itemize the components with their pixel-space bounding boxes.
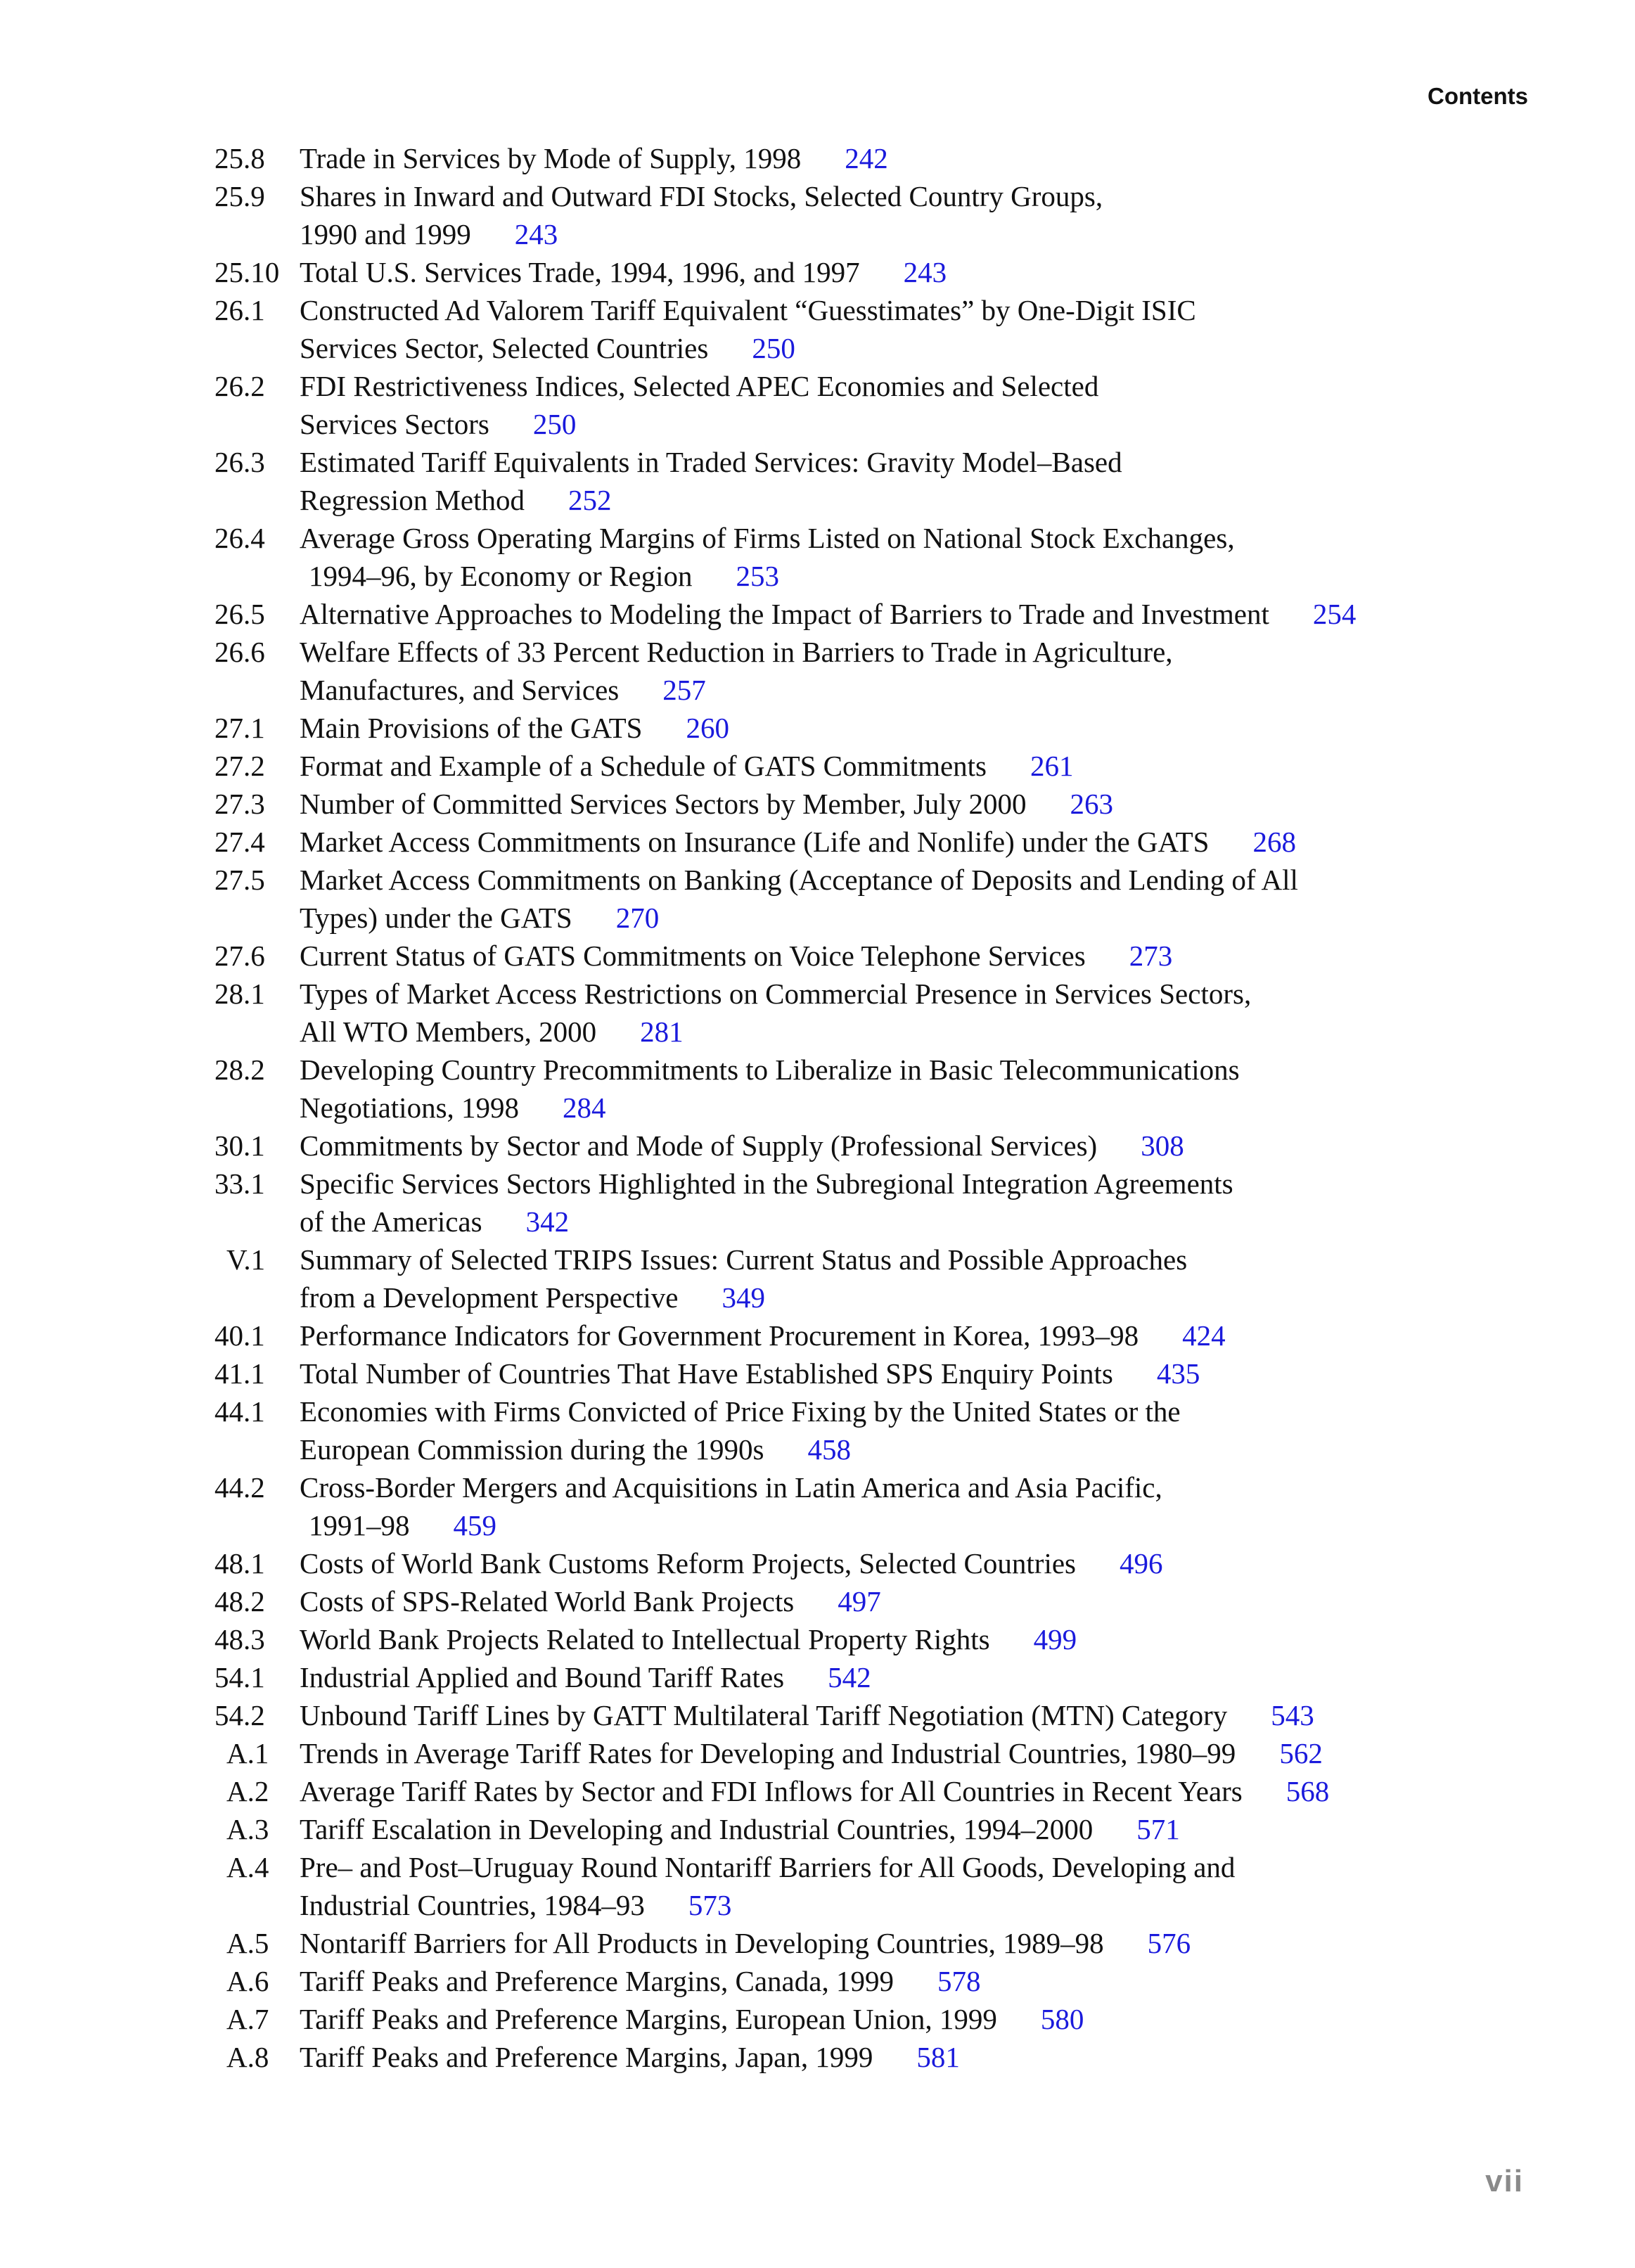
toc-entry[interactable] bbox=[0, 1962, 1635, 2000]
toc-entry[interactable] bbox=[0, 1772, 1635, 1810]
title-line-text: Costs of World Bank Customs Reform Projects, Selected Countries bbox=[300, 1547, 1076, 1580]
title-line bbox=[300, 1544, 1635, 1582]
table-number: 54.1 bbox=[214, 1661, 265, 1693]
table-number: 25.8 bbox=[214, 142, 265, 174]
title-line bbox=[300, 1013, 1635, 1051]
title-line bbox=[300, 1203, 1635, 1241]
table-title bbox=[300, 1848, 1635, 1924]
table-number: 48.2 bbox=[214, 1585, 265, 1617]
toc-entry[interactable] bbox=[0, 1316, 1635, 1354]
page-link[interactable]: 284 bbox=[563, 1091, 606, 1124]
page-link[interactable]: 424 bbox=[1182, 1319, 1226, 1352]
title-line bbox=[300, 671, 1635, 709]
table-number: 28.1 bbox=[214, 978, 265, 1010]
page-link[interactable]: 543 bbox=[1271, 1699, 1314, 1731]
table-title bbox=[300, 1544, 1635, 1582]
title-line-text: Market Access Commitments on Banking (Acceptance of Deposits and Lending of All bbox=[300, 864, 1298, 896]
table-number: 27.4 bbox=[214, 826, 265, 858]
title-line bbox=[300, 1886, 1635, 1924]
title-line bbox=[300, 1392, 1635, 1430]
table-number: 26.3 bbox=[214, 446, 265, 478]
title-line-text: Shares in Inward and Outward FDI Stocks, Selected Country Groups, bbox=[300, 180, 1103, 212]
toc-entry[interactable] bbox=[0, 1658, 1635, 1696]
table-title bbox=[300, 2038, 1635, 2076]
toc-entry[interactable] bbox=[0, 2000, 1635, 2038]
table-number: 27.2 bbox=[214, 750, 265, 782]
title-line-text: Summary of Selected TRIPS Issues: Current Status and Possible Approaches bbox=[300, 1243, 1188, 1276]
title-line-text: Total U.S. Services Trade, 1994, 1996, and 1997 bbox=[300, 256, 860, 288]
toc-entry[interactable] bbox=[0, 823, 1635, 861]
toc-entry[interactable] bbox=[0, 2038, 1635, 2076]
table-title bbox=[300, 1696, 1635, 1734]
page-link[interactable]: 243 bbox=[903, 256, 947, 288]
title-line-text: Industrial Applied and Bound Tariff Rates bbox=[300, 1661, 785, 1693]
page-link[interactable]: 257 bbox=[662, 674, 706, 706]
title-line-text: Number of Committed Services Sectors by Member, July 2000 bbox=[300, 788, 1027, 820]
title-line-text: Nontariff Barriers for All Products in Developing Countries, 1989–98 bbox=[300, 1927, 1104, 1959]
title-line bbox=[300, 1316, 1635, 1354]
title-line bbox=[300, 291, 1635, 329]
toc-entry[interactable] bbox=[0, 291, 1635, 367]
title-line bbox=[300, 1241, 1635, 1279]
title-line-text: Industrial Countries, 1984–93 bbox=[300, 1889, 645, 1921]
title-line-text: Manufactures, and Services bbox=[300, 674, 620, 706]
toc-entry[interactable] bbox=[0, 709, 1635, 747]
title-line bbox=[300, 1430, 1635, 1468]
table-number: A.6 bbox=[226, 1965, 269, 1997]
title-line-text: Total Number of Countries That Have Established SPS Enquiry Points bbox=[300, 1357, 1113, 1390]
title-line-text: World Bank Projects Related to Intellectual Property Rights bbox=[300, 1623, 990, 1655]
title-line bbox=[300, 177, 1635, 215]
title-line-text: European Commission during the 1990s bbox=[300, 1433, 764, 1466]
title-line-text: Current Status of GATS Commitments on Voice Telephone Services bbox=[300, 940, 1086, 972]
title-line bbox=[300, 443, 1635, 481]
table-title bbox=[300, 861, 1635, 937]
toc-entry[interactable] bbox=[0, 1924, 1635, 1962]
page-link[interactable]: 260 bbox=[686, 712, 729, 744]
title-line bbox=[300, 1848, 1635, 1886]
toc-entry[interactable] bbox=[0, 1468, 1635, 1544]
page-link[interactable]: 542 bbox=[828, 1661, 871, 1693]
title-line bbox=[300, 1696, 1635, 1734]
title-line-text: Performance Indicators for Government Procurement in Korea, 1993–98 bbox=[300, 1319, 1139, 1352]
toc-entry[interactable] bbox=[0, 1165, 1635, 1241]
table-number: 26.4 bbox=[214, 522, 265, 554]
table-title bbox=[300, 633, 1635, 709]
title-line bbox=[300, 329, 1635, 367]
title-line-text: Negotiations, 1998 bbox=[300, 1091, 520, 1124]
table-title bbox=[300, 519, 1635, 595]
table-number: A.7 bbox=[226, 2003, 269, 2035]
table-title bbox=[300, 1810, 1635, 1848]
toc-entry[interactable] bbox=[0, 937, 1635, 975]
title-line bbox=[300, 481, 1635, 519]
page-link[interactable]: 253 bbox=[736, 560, 779, 592]
page-link[interactable]: 270 bbox=[615, 902, 660, 934]
table-title bbox=[300, 2000, 1635, 2038]
title-line bbox=[300, 1658, 1635, 1696]
title-line bbox=[300, 1279, 1635, 1316]
table-number: 26.6 bbox=[214, 636, 265, 668]
table-list-of-contents bbox=[0, 139, 1635, 2076]
table-number: 48.3 bbox=[214, 1623, 265, 1655]
page-link[interactable]: 497 bbox=[838, 1585, 881, 1617]
title-line-text: Developing Country Precommitments to Liberalize in Basic Telecommunications bbox=[300, 1053, 1240, 1086]
table-number: 48.1 bbox=[214, 1547, 265, 1580]
page-link[interactable]: 576 bbox=[1147, 1927, 1191, 1959]
page-link[interactable]: 250 bbox=[752, 332, 795, 364]
title-line-text: Services Sectors bbox=[300, 408, 489, 440]
title-line-text: Alternative Approaches to Modeling the Impact of Barriers to Trade and Investment bbox=[300, 598, 1269, 630]
table-title bbox=[300, 937, 1635, 975]
title-line-text: Types of Market Access Restrictions on Commercial Presence in Services Sectors, bbox=[300, 978, 1252, 1010]
table-title bbox=[300, 1316, 1635, 1354]
title-line bbox=[300, 1924, 1635, 1962]
title-line bbox=[300, 937, 1635, 975]
table-number: 25.10 bbox=[214, 256, 280, 288]
table-title bbox=[300, 1924, 1635, 1962]
table-title bbox=[300, 595, 1635, 633]
title-line bbox=[300, 1468, 1635, 1506]
title-line bbox=[300, 1165, 1635, 1203]
page-link[interactable]: 252 bbox=[568, 484, 612, 516]
page-link[interactable]: 263 bbox=[1070, 788, 1113, 820]
table-number: V.1 bbox=[226, 1243, 266, 1276]
table-number: 33.1 bbox=[214, 1167, 265, 1200]
toc-entry[interactable] bbox=[0, 1848, 1635, 1924]
table-number: 26.5 bbox=[214, 598, 265, 630]
title-line-text: from a Development Perspective bbox=[300, 1281, 679, 1314]
title-line bbox=[300, 2038, 1635, 2076]
title-line bbox=[300, 709, 1635, 747]
title-line-text: Cross-Border Mergers and Acquisitions in Latin America and Asia Pacific, bbox=[300, 1471, 1162, 1504]
toc-entry[interactable] bbox=[0, 1734, 1635, 1772]
title-line-text: Market Access Commitments on Insurance (Life and Nonlife) under the GATS bbox=[300, 826, 1210, 858]
title-line-text: Specific Services Sectors Highlighted in the Subregional Integration Agreements bbox=[300, 1167, 1233, 1200]
table-title bbox=[300, 291, 1635, 367]
title-line bbox=[300, 1051, 1635, 1089]
table-title bbox=[300, 1962, 1635, 2000]
toc-entry[interactable] bbox=[0, 1696, 1635, 1734]
table-title bbox=[300, 747, 1635, 785]
title-line bbox=[300, 253, 1635, 291]
page-link[interactable]: 568 bbox=[1285, 1775, 1330, 1807]
table-number: 26.2 bbox=[214, 370, 265, 402]
toc-entry[interactable] bbox=[0, 1241, 1635, 1316]
title-line-text: Average Tariff Rates by Sector and FDI Inflows for All Countries in Recent Years bbox=[300, 1775, 1243, 1807]
table-title bbox=[300, 177, 1635, 253]
page-link[interactable]: 458 bbox=[807, 1433, 852, 1466]
toc-entry[interactable] bbox=[0, 975, 1635, 1051]
page-link[interactable]: 435 bbox=[1156, 1357, 1200, 1390]
toc-entry[interactable] bbox=[0, 595, 1635, 633]
title-line-text: 1994–96, by Economy or Region bbox=[309, 560, 693, 592]
title-line bbox=[300, 1962, 1635, 2000]
title-line-text: Regression Method bbox=[300, 484, 525, 516]
title-line bbox=[300, 1089, 1635, 1127]
title-line bbox=[300, 633, 1635, 671]
table-title bbox=[300, 1772, 1635, 1810]
title-line-text: Costs of SPS-Related World Bank Projects bbox=[300, 1585, 795, 1617]
table-title bbox=[300, 1658, 1635, 1696]
title-line bbox=[300, 785, 1635, 823]
title-line-text: Welfare Effects of 33 Percent Reduction in Barriers to Trade in Agriculture, bbox=[300, 636, 1173, 668]
toc-entry[interactable] bbox=[0, 1354, 1635, 1392]
table-title bbox=[300, 139, 1635, 177]
table-title bbox=[300, 1165, 1635, 1241]
title-line bbox=[300, 1354, 1635, 1392]
table-title bbox=[300, 1051, 1635, 1127]
title-line-text: of the Americas bbox=[300, 1205, 482, 1238]
toc-entry[interactable] bbox=[0, 1051, 1635, 1127]
table-number: 26.1 bbox=[214, 294, 265, 326]
page-link[interactable]: 254 bbox=[1312, 598, 1357, 630]
title-line bbox=[300, 1127, 1635, 1165]
title-line bbox=[300, 139, 1635, 177]
toc-entry[interactable] bbox=[0, 177, 1635, 253]
table-title bbox=[300, 785, 1635, 823]
table-title bbox=[300, 367, 1635, 443]
toc-entry[interactable] bbox=[0, 1392, 1635, 1468]
title-line-text: Tariff Escalation in Developing and Industrial Countries, 1994–2000 bbox=[300, 1813, 1094, 1845]
table-number: 44.1 bbox=[214, 1395, 265, 1428]
page-link[interactable]: 261 bbox=[1030, 750, 1074, 782]
table-number: 27.6 bbox=[214, 940, 265, 972]
table-number: 30.1 bbox=[214, 1129, 265, 1162]
toc-entry[interactable] bbox=[0, 861, 1635, 937]
title-line-text: Constructed Ad Valorem Tariff Equivalent “Guesstimates” by One-Digit ISIC bbox=[300, 294, 1196, 326]
title-line bbox=[300, 367, 1635, 405]
title-line bbox=[300, 1582, 1635, 1620]
title-line bbox=[300, 215, 1635, 253]
toc-entry[interactable] bbox=[0, 1127, 1635, 1165]
toc-entry[interactable] bbox=[0, 519, 1635, 595]
toc-entry[interactable] bbox=[0, 633, 1635, 709]
table-title bbox=[300, 1392, 1635, 1468]
page-link[interactable]: 308 bbox=[1141, 1129, 1184, 1162]
table-number: A.1 bbox=[226, 1737, 269, 1769]
title-line-text: Commitments by Sector and Mode of Supply (Professional Services) bbox=[300, 1129, 1098, 1162]
title-line bbox=[300, 405, 1635, 443]
title-line-text: Format and Example of a Schedule of GATS Commitments bbox=[300, 750, 987, 782]
table-number: A.5 bbox=[226, 1927, 269, 1959]
title-line bbox=[300, 519, 1635, 557]
table-title bbox=[300, 253, 1635, 291]
title-line-text: Pre– and Post–Uruguay Round Nontariff Barriers for All Goods, Developing and bbox=[300, 1851, 1236, 1883]
toc-entry[interactable] bbox=[0, 747, 1635, 785]
table-title bbox=[300, 1582, 1635, 1620]
table-number: A.8 bbox=[226, 2041, 269, 2073]
title-line-text: Tariff Peaks and Preference Margins, Japan, 1999 bbox=[300, 2041, 873, 2073]
page-link[interactable]: 273 bbox=[1129, 940, 1173, 972]
table-title bbox=[300, 1468, 1635, 1544]
title-line bbox=[300, 861, 1635, 899]
table-number: 25.9 bbox=[214, 180, 265, 212]
table-number: 44.2 bbox=[214, 1471, 265, 1504]
table-number: 54.2 bbox=[214, 1699, 265, 1731]
table-title bbox=[300, 1127, 1635, 1165]
page-link[interactable]: 578 bbox=[937, 1965, 981, 1997]
table-title bbox=[300, 975, 1635, 1051]
toc-entry[interactable] bbox=[0, 1810, 1635, 1848]
page-link[interactable]: 459 bbox=[453, 1509, 496, 1542]
page-link[interactable]: 268 bbox=[1252, 826, 1296, 858]
title-line bbox=[300, 595, 1635, 633]
toc-entry[interactable] bbox=[0, 139, 1635, 177]
page-link[interactable]: 499 bbox=[1033, 1623, 1077, 1655]
table-number: 27.3 bbox=[214, 788, 265, 820]
title-line bbox=[300, 899, 1635, 937]
title-line-text: Average Gross Operating Margins of Firms Listed on National Stock Exchanges, bbox=[300, 522, 1235, 554]
page-link[interactable]: 242 bbox=[845, 142, 888, 174]
title-line bbox=[300, 747, 1635, 785]
title-line bbox=[300, 1620, 1635, 1658]
page-link[interactable]: 573 bbox=[688, 1889, 732, 1921]
table-number: 28.2 bbox=[214, 1053, 265, 1086]
table-number: 41.1 bbox=[214, 1357, 265, 1390]
title-line bbox=[300, 1772, 1635, 1810]
page-link[interactable]: 243 bbox=[514, 218, 558, 250]
title-line-text: All WTO Members, 2000 bbox=[300, 1016, 597, 1048]
title-line bbox=[300, 557, 1635, 595]
title-line-text: Estimated Tariff Equivalents in Traded Services: Gravity Model–Based bbox=[300, 446, 1122, 478]
table-title bbox=[300, 1354, 1635, 1392]
toc-entry[interactable] bbox=[0, 443, 1635, 519]
toc-entry[interactable] bbox=[0, 1582, 1635, 1620]
table-number: 27.5 bbox=[214, 864, 265, 896]
toc-entry[interactable] bbox=[0, 1620, 1635, 1658]
page-link[interactable]: 342 bbox=[525, 1205, 570, 1238]
title-line-text: Services Sector, Selected Countries bbox=[300, 332, 709, 364]
page-link[interactable]: 571 bbox=[1136, 1813, 1180, 1845]
toc-entry[interactable] bbox=[0, 367, 1635, 443]
page-link[interactable]: 496 bbox=[1120, 1547, 1163, 1580]
table-number: 40.1 bbox=[214, 1319, 265, 1352]
title-line bbox=[300, 1734, 1635, 1772]
toc-entry[interactable] bbox=[0, 253, 1635, 291]
table-title bbox=[300, 823, 1635, 861]
title-line-text: Tariff Peaks and Preference Margins, Canada, 1999 bbox=[300, 1965, 894, 1997]
table-title bbox=[300, 443, 1635, 519]
table-number: A.3 bbox=[226, 1813, 269, 1845]
title-line bbox=[300, 975, 1635, 1013]
table-title bbox=[300, 709, 1635, 747]
table-number: A.4 bbox=[226, 1851, 269, 1883]
title-line-text: 1991–98 bbox=[309, 1509, 410, 1542]
page-number-folio: vii bbox=[1485, 2164, 1524, 2198]
page-link[interactable]: 250 bbox=[532, 408, 577, 440]
table-title bbox=[300, 1734, 1635, 1772]
title-line-text: Economies with Firms Convicted of Price Fixing by the United States or the bbox=[300, 1395, 1181, 1428]
title-line bbox=[300, 823, 1635, 861]
title-line-text: Types) under the GATS bbox=[300, 902, 572, 934]
running-head: Contents bbox=[1428, 83, 1528, 109]
title-line bbox=[300, 1810, 1635, 1848]
table-number: 27.1 bbox=[214, 712, 265, 744]
table-number: A.2 bbox=[226, 1775, 269, 1807]
toc-entry[interactable] bbox=[0, 785, 1635, 823]
page-link[interactable]: 580 bbox=[1040, 2003, 1084, 2035]
page-link[interactable]: 349 bbox=[722, 1281, 766, 1314]
title-line-text: Trends in Average Tariff Rates for Developing and Industrial Countries, 1980–99 bbox=[300, 1737, 1236, 1769]
title-line bbox=[300, 1506, 1635, 1544]
title-line bbox=[300, 2000, 1635, 2038]
title-line-text: Main Provisions of the GATS bbox=[300, 712, 643, 744]
table-title bbox=[300, 1620, 1635, 1658]
toc-entry[interactable] bbox=[0, 1544, 1635, 1582]
title-line-text: Unbound Tariff Lines by GATT Multilateral Tariff Negotiation (MTN) Category bbox=[300, 1699, 1228, 1731]
title-line-text: FDI Restrictiveness Indices, Selected APEC Economies and Selected bbox=[300, 370, 1099, 402]
table-title bbox=[300, 1241, 1635, 1316]
page-link[interactable]: 562 bbox=[1279, 1737, 1323, 1769]
page-link[interactable]: 281 bbox=[640, 1016, 684, 1048]
title-line-text: Trade in Services by Mode of Supply, 1998 bbox=[300, 142, 802, 174]
page-link[interactable]: 581 bbox=[916, 2041, 960, 2073]
title-line-text: Tariff Peaks and Preference Margins, European Union, 1999 bbox=[300, 2003, 997, 2035]
title-line-text: 1990 and 1999 bbox=[300, 218, 471, 250]
